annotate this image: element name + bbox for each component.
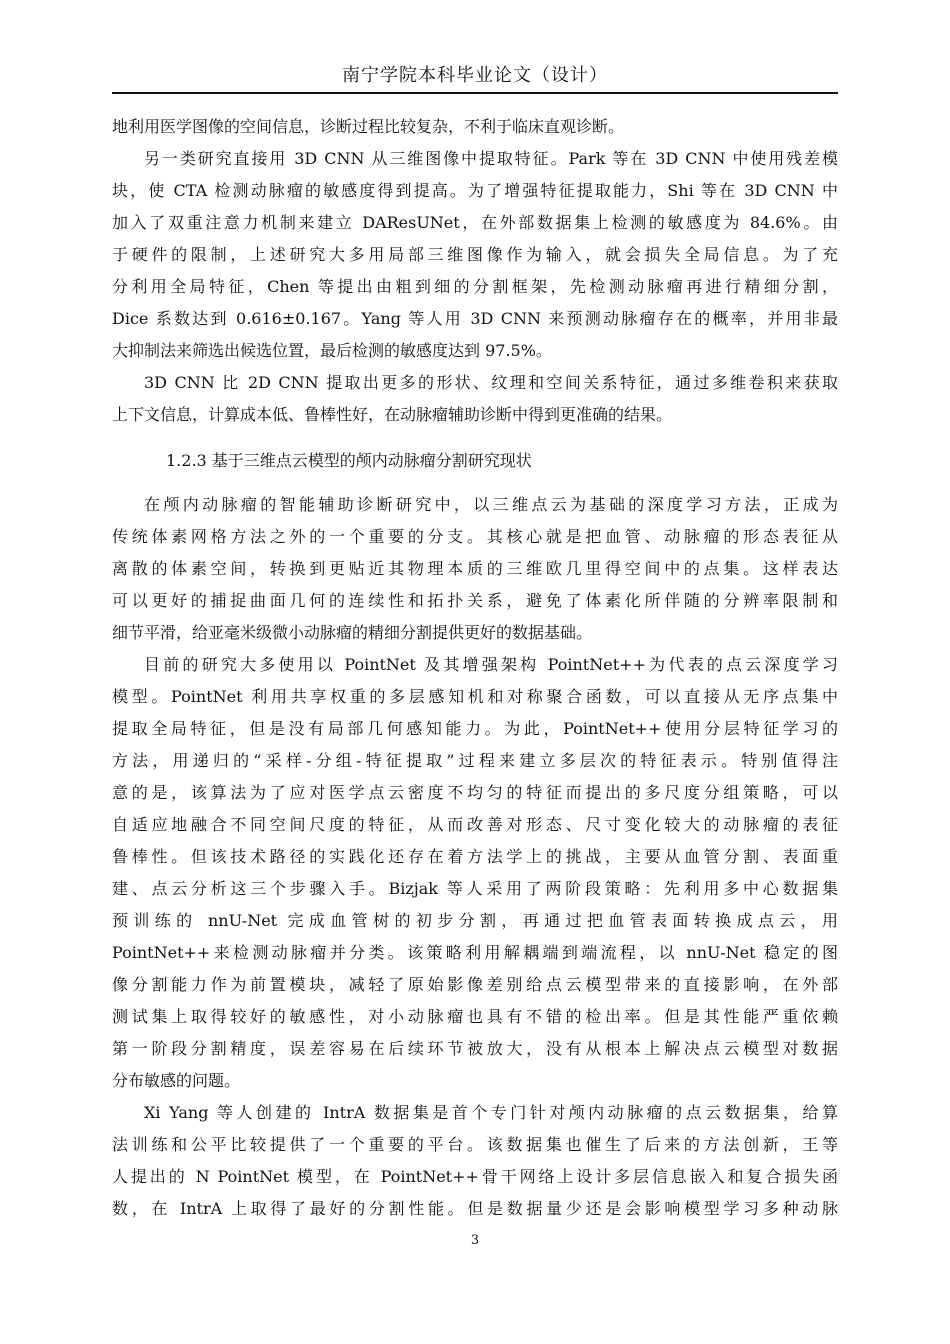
paragraph-line: 人提出的 N PointNet 模型，在 PointNet++骨干网络上设计多层信息嵌入和复合损失函 [112, 1167, 838, 1186]
paragraph-line: 测试集上取得较好的敏感性，对小动脉瘤也具有不错的检出率。但是其性能严重依赖 [112, 1007, 838, 1026]
paragraph [112, 489, 838, 649]
paragraph [112, 367, 838, 431]
paragraph-line: 加入了双重注意力机制来建立 DAResUNet，在外部数据集上检测的敏感度为 84.6%。由 [112, 213, 838, 232]
paragraph-line: 可以更好的捕捉曲面几何的连续性和拓扑关系，避免了体素化所伴随的分辨率限制和 [112, 591, 838, 610]
running-header: 南宁学院本科毕业论文（设计） [342, 65, 608, 86]
paragraph-line: 另一类研究直接用 3D CNN 从三维图像中提取特征。Park 等在 3D CNN 中使用残差模 [144, 149, 838, 168]
paragraph-line: 意的是，该算法为了应对医学点云密度不均匀的特征而提出的多尺度分组策略，可以 [112, 783, 838, 802]
paragraph-line: 鲁棒性。但该技术路径的实践化还存在着方法学上的挑战，主要从血管分割、表面重 [112, 847, 838, 866]
paragraph-line: 自适应地融合不同空间尺度的特征，从而改善对形态、尺寸变化较大的动脉瘤的表征 [112, 815, 838, 834]
paragraph-line: 数，在 IntrA 上取得了最好的分割性能。但是数据量少还是会影响模型学习多种动脉 [112, 1199, 838, 1218]
paragraph-line: 第一阶段分割精度，误差容易在后续环节被放大，没有从根本上解决点云模型对数据 [112, 1039, 838, 1058]
header-rule [112, 92, 838, 94]
paragraph-line: 建、点云分析这三个步骤入手。Bizjak 等人采用了两阶段策略：先利用多中心数据集 [112, 879, 838, 898]
paragraph [112, 143, 838, 367]
paragraph-line: 目前的研究大多使用以 PointNet 及其增强架构 PointNet++为代表的点云深度学习 [144, 655, 838, 674]
paragraphs-after-subheading [112, 489, 838, 1225]
page-number: 3 [470, 1233, 480, 1248]
paragraph-line: Xi Yang 等人创建的 IntrA 数据集是首个专门针对颅内动脉瘤的点云数据集，给算 [144, 1103, 838, 1122]
paragraph-line: 方法，用递归的“采样-分组-特征提取”过程来建立多层次的特征表示。特别值得注 [112, 751, 838, 770]
paragraph-line: 于硬件的限制，上述研究大多用局部三维图像作为输入，就会损失全局信息。为了充 [112, 245, 838, 264]
paragraph-line: 法训练和公平比较提供了一个重要的平台。该数据集也催生了后来的方法创新，王等 [112, 1135, 838, 1154]
paragraph-line: 上下文信息，计算成本低、鲁棒性好，在动脉瘤辅助诊断中得到更准确的结果。 [112, 405, 673, 424]
paragraph-line: 块，使 CTA 检测动脉瘤的敏感度得到提高。为了增强特征提取能力，Shi 等在 3D CNN 中 [112, 181, 838, 200]
paragraph-line: 分布敏感的问题。 [112, 1071, 241, 1090]
paragraph-line: 大抑制法来筛选出候选位置，最后检测的敏感度达到 97.5%。 [112, 341, 552, 360]
section-subheading: 1.2.3 基于三维点云模型的颅内动脉瘤分割研究现状 [166, 451, 532, 470]
paragraphs-before-subheading [112, 111, 838, 431]
paragraph-line: 3D CNN 比 2D CNN 提取出更多的形状、纹理和空间关系特征，通过多维卷积来获取 [144, 373, 838, 392]
paragraph-line: 在颅内动脉瘤的智能辅助诊断研究中，以三维点云为基础的深度学习方法，正成为 [144, 495, 838, 514]
paragraph [112, 1097, 838, 1225]
paragraph-line: 预训练的 nnU-Net 完成血管树的初步分割，再通过把血管表面转换成点云，用 [112, 911, 838, 930]
paragraph-line: 地利用医学图像的空间信息，诊断过程比较复杂，不利于临床直观诊断。 [112, 117, 625, 136]
paragraph-line: PointNet++来检测动脉瘤并分类。该策略利用解耦端到端流程，以 nnU-Net 稳定的图 [112, 943, 838, 962]
paragraph-line: 像分割能力作为前置模块，减轻了原始影像差别给点云模型带来的直接影响，在外部 [112, 975, 838, 994]
paragraph-line: 传统体素网格方法之外的一个重要的分支。其核心就是把血管、动脉瘤的形态表征从 [112, 527, 838, 546]
paragraph [112, 649, 838, 1097]
paragraph-line: 提取全局特征，但是没有局部几何感知能力。为此，PointNet++使用分层特征学习的 [112, 719, 838, 738]
paragraph-line: Dice 系数达到 0.616±0.167。Yang 等人用 3D CNN 来预测动脉瘤存在的概率，并用非最 [112, 309, 838, 328]
body-text [112, 111, 838, 1225]
paragraph-line: 细节平滑，给亚毫米级微小动脉瘤的精细分割提供更好的数据基础。 [112, 623, 593, 642]
paragraph [112, 111, 838, 143]
paragraph-line: 分利用全局特征，Chen 等提出由粗到细的分割框架，先检测动脉瘤再进行精细分割， [112, 277, 838, 296]
paragraph-line: 离散的体素空间，转换到更贴近其物理本质的三维欧几里得空间中的点集。这样表达 [112, 559, 838, 578]
paragraph-line: 模型。PointNet 利用共享权重的多层感知机和对称聚合函数，可以直接从无序点集中 [112, 687, 838, 706]
